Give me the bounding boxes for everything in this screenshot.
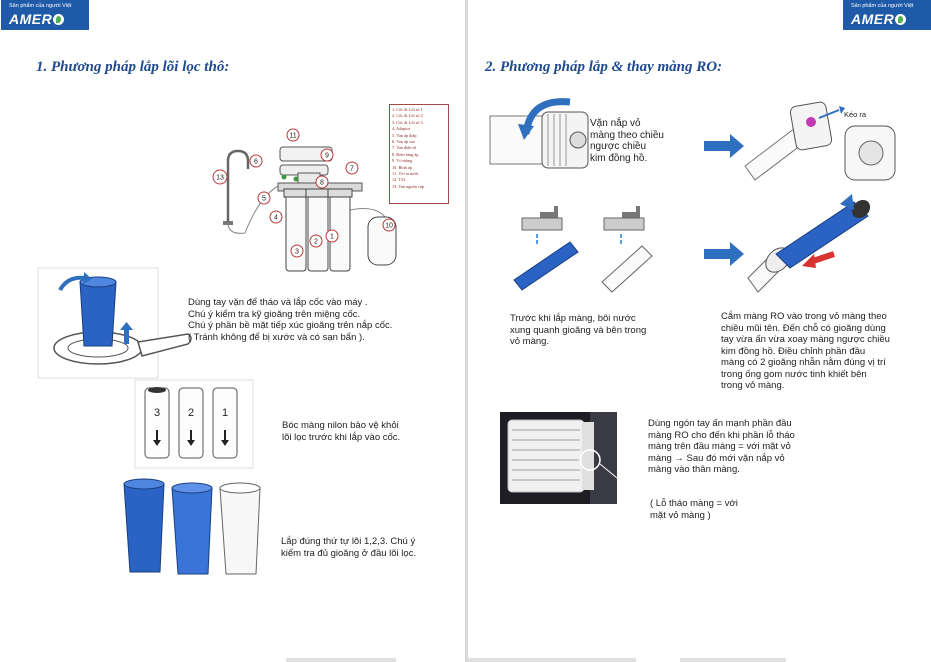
- callout-2: 2: [314, 238, 318, 246]
- legend-item: 4. Adaptor: [392, 126, 411, 132]
- footer-bar-right-1: [468, 658, 636, 662]
- arrow-right-icon: [704, 242, 744, 266]
- callout-8: 8: [320, 179, 324, 187]
- footer-bar-right-2: [680, 658, 786, 662]
- legend-item: 12. T33: [392, 177, 406, 183]
- callout-11: 11: [289, 132, 297, 140]
- callout-10: 10: [385, 222, 393, 230]
- cartridge-label-3: 3: [153, 407, 161, 419]
- legend-item: 2. Cốc & Lõi số 2: [392, 113, 423, 119]
- legend-item: 13. Van nguồn cấp: [392, 183, 424, 189]
- legend-item: 7. Van điện từ: [392, 145, 416, 151]
- instruction-press-membrane: Dùng ngón tay ấn mạnh phần đầu màng RO cho đến khi phần lỗ tháo màng trên đầu màng = với mặt vỏ màng → Sau đó mới vặn nắp vỏ màng vào thân màng.: [648, 418, 795, 475]
- brand-name: AMER: [851, 11, 895, 27]
- callout-1: 1: [330, 233, 334, 241]
- callout-13: 13: [216, 174, 224, 182]
- callout-4: 4: [274, 214, 278, 222]
- ro-system-diagram: [200, 125, 393, 285]
- brand-tagline: Sản phẩm của người Việt: [9, 3, 72, 9]
- legend-item: 6. Van áp cao: [392, 139, 416, 145]
- brand-logo-left: [1, 0, 89, 30]
- instruction-order: Lắp đúng thứ tự lõi 1,2,3. Chú ý kiểm tra đủ gioăng ở đầu lõi lọc.: [281, 536, 417, 559]
- brand-logo-right: [843, 0, 931, 30]
- filter-cartridges-illustration: [135, 380, 255, 470]
- instruction-insert-membrane: Cắm màng RO vào trong vỏ màng theo chiều mũi tên. Đến chỗ có gioăng dùng tay vừa ấn vừa xoay màng ngược chiều kim đồng hồ. Điều chỉnh phần đầu màng có 2 gioăng nhẫn nằm đúng vị trí trong ống gom nước tinh khiết bên trong vỏ màng.: [721, 311, 890, 391]
- callout-7: 7: [350, 165, 354, 173]
- section-2-heading: 2. Phương pháp lắp & thay màng RO:: [485, 59, 723, 75]
- legend-item: 10. Bình áp: [392, 164, 412, 170]
- faucet-rinse-illustration: [598, 206, 668, 292]
- callout-9: 9: [325, 152, 329, 160]
- footer-bar-left: [286, 658, 396, 662]
- membrane-photo: [500, 412, 617, 504]
- instruction-peel-film: Bóc màng nilon bảo vệ khỏi lõi lọc trước khi lắp vào cốc.: [282, 420, 401, 443]
- arrow-right-icon: [704, 134, 744, 158]
- parts-legend: [389, 104, 449, 204]
- instruction-cup-removal: Dùng tay vặn để tháo và lắp cốc vào máy . Chú ý kiểm tra kỹ gioăng trên miệng cốc. Chú ý phần bề mặt tiếp xúc gioăng trên nắp cốc. ( Tránh không để bị xước và có sạn bẩn ).: [188, 297, 393, 343]
- pull-out-label: Kéo ra: [844, 110, 867, 119]
- cartridge-label-1: 1: [221, 407, 229, 419]
- note-hole-flush: ( Lỗ tháo màng = với mặt vỏ màng ): [650, 498, 738, 521]
- brand-tagline: Sản phẩm của người Việt: [851, 3, 914, 9]
- callout-6: 6: [254, 158, 258, 166]
- legend-item: 5. Van áp thấp: [392, 132, 417, 138]
- membrane-pull-out-illustration: [743, 96, 903, 186]
- instruction-unscrew-cap: Vặn nắp vỏ màng theo chiều ngược chiều kim đồng hồ.: [590, 118, 664, 164]
- section-1-heading: 1. Phương pháp lắp lõi lọc thô:: [36, 59, 230, 75]
- membrane-wetting-illustration: [510, 206, 586, 292]
- callout-3: 3: [295, 248, 299, 256]
- logo-leaf-icon: [53, 14, 64, 25]
- legend-item: 9. Vỏ màng: [392, 158, 413, 164]
- legend-item: 3. Cốc & Lõi số 3: [392, 119, 423, 125]
- filter-housings-illustration: [118, 476, 268, 581]
- legend-item: 8. Bơm tăng áp: [392, 151, 419, 157]
- callout-5: 5: [262, 195, 266, 203]
- legend-item: 11. Vòi ra nước: [392, 171, 419, 177]
- right-page: [468, 0, 931, 662]
- cartridge-label-2: 2: [187, 407, 195, 419]
- instruction-wet-gasket: Trước khi lắp màng, bôi nước xung quanh gioăng và bên trong vỏ màng.: [510, 313, 647, 347]
- wrench-cup-illustration: [38, 268, 198, 388]
- membrane-insert-illustration: [744, 196, 894, 300]
- legend-item: 1. Cốc & Lõi số 1: [392, 107, 423, 112]
- brand-name: AMER: [9, 11, 53, 27]
- logo-leaf-icon: [895, 14, 906, 25]
- left-page: [0, 0, 465, 662]
